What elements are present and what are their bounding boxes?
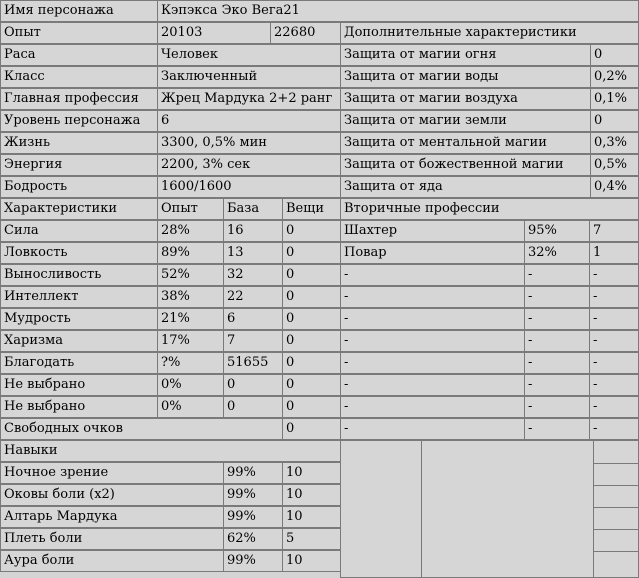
race-label: Раса — [0, 44, 158, 66]
stat-base: 13 — [223, 242, 283, 264]
extra-value: 0,4% — [590, 176, 639, 198]
stats-header-name: Характеристики — [0, 198, 158, 220]
skill-level: 10 — [282, 484, 341, 506]
secondary-name: Шахтер — [340, 220, 525, 242]
secondary-pct: - — [524, 286, 590, 308]
stat-exp: 0% — [157, 374, 224, 396]
energy-value: 2200, 3% сек — [157, 154, 341, 176]
stat-exp: 52% — [157, 264, 224, 286]
profession-value: Жрец Мардука 2+2 ранг — [157, 88, 341, 110]
level-label: Уровень персонажа — [0, 110, 158, 132]
free-points-label: Свободных очков — [0, 418, 283, 440]
stat-items: 0 — [282, 374, 341, 396]
stat-items: 0 — [282, 286, 341, 308]
extra-label: Защита от ментальной магии — [340, 132, 591, 154]
extra-label: Защита от яда — [340, 176, 591, 198]
secondary-name: Повар — [340, 242, 525, 264]
secondary-pct: - — [524, 352, 590, 374]
secondary-name: - — [340, 396, 525, 418]
skill-name: Ночное зрение — [0, 462, 224, 484]
extra-label: Защита от магии воздуха — [340, 88, 591, 110]
secondary-pct: - — [524, 308, 590, 330]
secondary-rank: - — [589, 264, 639, 286]
empty-cell — [593, 507, 639, 530]
skill-name: Аура боли — [0, 550, 224, 572]
stats-header-exp: Опыт — [157, 198, 224, 220]
stat-exp: 17% — [157, 330, 224, 352]
skill-level: 10 — [282, 550, 341, 572]
stat-base: 0 — [223, 374, 283, 396]
extra-header: Дополнительные характеристики — [340, 22, 639, 44]
secondary-rank: - — [589, 308, 639, 330]
stats-header-items: Вещи — [282, 198, 341, 220]
secondary-name: - — [340, 264, 525, 286]
stat-base: 16 — [223, 220, 283, 242]
life-label: Жизнь — [0, 132, 158, 154]
skill-level: 5 — [282, 528, 341, 550]
extra-value: 0,5% — [590, 154, 639, 176]
stat-base: 6 — [223, 308, 283, 330]
stat-base: 51655 — [223, 352, 283, 374]
extra-label: Защита от магии огня — [340, 44, 591, 66]
secondary-pct: - — [524, 374, 590, 396]
life-value: 3300, 0,5% мин — [157, 132, 341, 154]
stat-items: 0 — [282, 330, 341, 352]
skill-pct: 99% — [223, 506, 283, 528]
skill-name: Алтарь Мардука — [0, 506, 224, 528]
secondary-pct: 95% — [524, 220, 590, 242]
stat-items: 0 — [282, 308, 341, 330]
empty-cell — [421, 440, 594, 578]
stat-items: 0 — [282, 264, 341, 286]
stat-exp: 0% — [157, 396, 224, 418]
extra-value: 0,1% — [590, 88, 639, 110]
stat-name: Благодать — [0, 352, 158, 374]
name-label: Имя персонажа — [0, 0, 158, 22]
level-value: 6 — [157, 110, 341, 132]
exp-next: 22680 — [270, 22, 341, 44]
stat-name: Не выбрано — [0, 396, 158, 418]
stat-name: Ловкость — [0, 242, 158, 264]
secondary-name: - — [340, 286, 525, 308]
stat-exp: 38% — [157, 286, 224, 308]
skill-pct: 99% — [223, 484, 283, 506]
extra-label: Защита от магии воды — [340, 66, 591, 88]
stat-base: 7 — [223, 330, 283, 352]
secondary-name: - — [340, 352, 525, 374]
stat-items: 0 — [282, 242, 341, 264]
stat-base: 0 — [223, 396, 283, 418]
stats-header-base: База — [223, 198, 283, 220]
skill-pct: 99% — [223, 462, 283, 484]
skill-level: 10 — [282, 506, 341, 528]
stat-items: 0 — [282, 396, 341, 418]
secondary-rank: - — [589, 374, 639, 396]
free-points-value: 0 — [282, 418, 341, 440]
secondary-pct: - — [524, 330, 590, 352]
stat-name: Сила — [0, 220, 158, 242]
secondary-rank: 1 — [589, 242, 639, 264]
secondary-rank: - — [589, 418, 639, 440]
secondary-rank: - — [589, 330, 639, 352]
vigor-label: Бодрость — [0, 176, 158, 198]
stat-items: 0 — [282, 352, 341, 374]
secondary-pct: - — [524, 418, 590, 440]
secondary-pct: - — [524, 396, 590, 418]
stat-name: Харизма — [0, 330, 158, 352]
stat-name: Интеллект — [0, 286, 158, 308]
stat-exp: 89% — [157, 242, 224, 264]
stat-base: 22 — [223, 286, 283, 308]
energy-label: Энергия — [0, 154, 158, 176]
stat-name: Не выбрано — [0, 374, 158, 396]
stat-base: 32 — [223, 264, 283, 286]
secondary-rank: 7 — [589, 220, 639, 242]
race-value: Человек — [157, 44, 341, 66]
extra-value: 0 — [590, 44, 639, 66]
stat-exp: ?% — [157, 352, 224, 374]
empty-cell — [593, 463, 639, 486]
empty-cell — [593, 529, 639, 552]
empty-cell — [593, 551, 639, 578]
skill-level: 10 — [282, 462, 341, 484]
empty-cell — [593, 485, 639, 508]
stat-name: Выносливость — [0, 264, 158, 286]
skill-pct: 62% — [223, 528, 283, 550]
extra-label: Защита от магии земли — [340, 110, 591, 132]
stat-exp: 21% — [157, 308, 224, 330]
character-name: Кэпэкса Эко Вега21 — [157, 0, 639, 22]
empty-cell — [340, 440, 422, 578]
exp-current: 20103 — [157, 22, 271, 44]
vigor-value: 1600/1600 — [157, 176, 341, 198]
skill-name: Плеть боли — [0, 528, 224, 550]
secondary-rank: - — [589, 352, 639, 374]
exp-label: Опыт — [0, 22, 158, 44]
secondary-name: - — [340, 374, 525, 396]
secondary-rank: - — [589, 396, 639, 418]
class-value: Заключенный — [157, 66, 341, 88]
secondary-rank: - — [589, 286, 639, 308]
secondary-header: Вторичные профессии — [340, 198, 639, 220]
secondary-name: - — [340, 330, 525, 352]
extra-value: 0,2% — [590, 66, 639, 88]
extra-label: Защита от божественной магии — [340, 154, 591, 176]
skill-pct: 99% — [223, 550, 283, 572]
secondary-pct: - — [524, 264, 590, 286]
profession-label: Главная профессия — [0, 88, 158, 110]
secondary-name: - — [340, 418, 525, 440]
extra-value: 0 — [590, 110, 639, 132]
class-label: Класс — [0, 66, 158, 88]
skills-header: Навыки — [0, 440, 341, 462]
secondary-name: - — [340, 308, 525, 330]
stat-items: 0 — [282, 220, 341, 242]
extra-value: 0,3% — [590, 132, 639, 154]
secondary-pct: 32% — [524, 242, 590, 264]
skill-name: Оковы боли (x2) — [0, 484, 224, 506]
empty-cell — [593, 440, 639, 464]
stat-name: Мудрость — [0, 308, 158, 330]
stat-exp: 28% — [157, 220, 224, 242]
